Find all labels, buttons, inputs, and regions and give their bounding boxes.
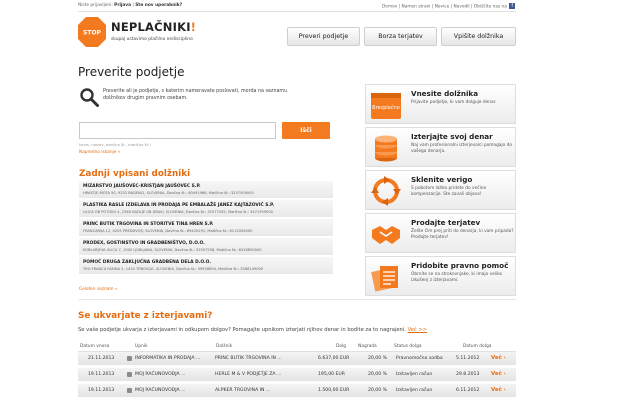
check-intro-text: Preverite ali je podjetje, s katerim nameravate poslovati, morda na seznamu dolžnikov drugim pravnim osebam.	[103, 89, 288, 101]
row-date: 19.11.2013	[88, 388, 115, 393]
debtor-row[interactable]	[79, 181, 333, 199]
debtor-row[interactable]	[79, 257, 333, 275]
row-debt-date: 29.8.2013	[456, 372, 480, 377]
debtor-name: PLASTIKA RASLE IZDELAVA IN PRODAJA PE EMBALAŽE JANEZ KAJTAZOVIČ S.P.	[83, 203, 275, 208]
claims-section-title: Se ukvarjate z izterjavami?	[78, 311, 213, 321]
col-header-debt-date[interactable]: Datum dolga	[463, 344, 492, 349]
row-reward: 20,00 %	[368, 388, 387, 393]
top-links: Domov | Namen strani | Novice | Navodil | Obiščite nas na f	[382, 3, 515, 10]
col-header-reward[interactable]: Nagrada	[358, 344, 377, 349]
row-more-button[interactable]: Več ›	[491, 387, 506, 393]
table-row[interactable]	[78, 384, 516, 397]
site-subtitle: skupaj ustavimo plačilno nedisciplino	[111, 37, 193, 42]
login-link[interactable]: Prijava	[114, 3, 131, 8]
row-reward: 20,00 %	[368, 356, 387, 361]
col-header-debt[interactable]: Dolg	[336, 344, 347, 349]
login-status: Niste prijavljeni: Prijava | Ste nov uporabnik?	[78, 3, 183, 8]
col-header-creditor[interactable]: Upnik	[135, 344, 148, 349]
home-link[interactable]: Domov	[382, 4, 398, 10]
col-header-status[interactable]: Status dolga	[394, 344, 422, 349]
panel-title: Pridobite pravno pomoč	[411, 261, 509, 270]
row-debt: 195,00 EUR	[318, 372, 345, 377]
row-status: Izstavljen račun	[396, 388, 433, 393]
row-status: Pravnomočna sodba	[396, 356, 443, 361]
cycle-arrows-icon	[370, 175, 402, 207]
row-debtor: ALPKER TRGOVINA IN ...	[215, 388, 271, 393]
documents-icon	[370, 261, 402, 293]
panel-desc: Obrnite se na strokovnjake, ki imajo veliko izkušenj z izterjavami.	[411, 272, 503, 283]
debtor-name: POMOČ DRUGA ZAKLJUČNA GRADBENA DELA D.O.O.	[83, 260, 211, 265]
panel-sell-claim[interactable]	[365, 213, 516, 253]
section-divider	[78, 299, 516, 300]
row-creditor: INFORMATIKA IN PRODAJA ...	[135, 356, 201, 361]
debtor-address: TRG FRANCA FAKINA 5, 1420 TRBOVLJE, SLOVENIA, Davčna št.: 99928894, Matična št.: 3368149000	[83, 267, 264, 271]
row-debtor: PRINC BUTIK TRGOVINA IN ...	[215, 356, 282, 361]
nav-check-company-button[interactable]: Preveri podjetje	[287, 27, 360, 46]
panel-title: Izterjajte svoj denar	[411, 132, 493, 141]
debtor-address: HRASTJE-MOTA 50, 9252 RADENCI, SLOVENIA, Davčna št.: 60491986, Matična št.: 3257509000	[83, 191, 254, 195]
row-debtor: HERLE M & V PODJETJE ZA ...	[215, 372, 282, 377]
row-status: Izstavljen račun	[396, 372, 433, 377]
row-more-button[interactable]: Več ›	[491, 371, 506, 377]
panel-legal-help[interactable]	[365, 256, 516, 296]
advanced-search-link[interactable]: Napredno iskanje »	[79, 150, 121, 155]
top-bar	[0, 0, 631, 11]
panel-desc: Želite čim prej priti do denarja, ki vam pripada? Prodajte terjatev!	[411, 229, 514, 240]
row-debt: 1.500,00 EUR	[318, 388, 350, 393]
debtor-row[interactable]	[79, 200, 333, 218]
creditor-icon	[127, 372, 132, 377]
magnifier-icon	[79, 87, 99, 107]
table-row[interactable]	[78, 352, 516, 365]
stop-logo-icon[interactable]	[78, 17, 106, 47]
row-more-button[interactable]: Več ›	[491, 355, 506, 361]
claims-section-text: Se vaše podjetje ukvarja z izterjavami in odkupom dolgov? Pomagajte upnikom izterjati njihov denar in bodite za to nagrajeni. Več >>	[78, 327, 428, 333]
site-title: NEPLAČNIKI!	[111, 20, 197, 34]
row-date: 19.11.2013	[88, 372, 115, 377]
news-link[interactable]: Novice	[434, 4, 450, 10]
facebook-text: Obiščite nas na	[473, 4, 507, 10]
about-link[interactable]: Namen strani	[401, 4, 431, 10]
creditor-icon	[127, 388, 132, 393]
debtor-name: PRODEX, GOSTINSTVO IN GRADBENIŠTVO, D.O.O.	[83, 241, 205, 246]
panel-desc: Prijavite podjetje, ki vam dolguje denar.	[411, 100, 497, 105]
debtor-name: PRINC BUTIK TRGOVINA IN STORITVE TINA HREN S.P.	[83, 222, 214, 227]
register-link[interactable]: Ste nov uporabnik?	[135, 3, 183, 8]
debtor-row[interactable]	[79, 219, 333, 237]
debtor-address: FRANCARIJA 12, 4205 PREDDVOR, SLOVENIA, Davčna št.: 89420291, Matična št.: 6112005000	[83, 229, 253, 233]
search-button[interactable]: Išči	[282, 122, 330, 139]
panel-title: Vnesite dolžnika	[411, 89, 479, 98]
col-header-debtor[interactable]: Dolžnik	[216, 344, 233, 349]
handshake-icon	[370, 218, 402, 250]
debtor-row[interactable]	[79, 238, 333, 256]
panel-desc: Naj vam profesionalni izterjevalci pomagajo do vašega denarja.	[411, 143, 512, 154]
creditor-icon	[127, 356, 132, 361]
row-date: 21.11.2013	[88, 356, 115, 361]
row-reward: 20,00 %	[368, 372, 387, 377]
panel-desc: S pobotom lahko pridete do večine kompenzacije. Ste zavali objavo!	[411, 186, 487, 197]
col-header-date[interactable]: Datum vnosa	[80, 344, 110, 349]
row-creditor: MOJ RAČUNOVODJA ...	[135, 372, 186, 377]
recent-debtors-title: Zadnji vpisani dolžniki	[79, 169, 191, 179]
facebook-icon[interactable]: f	[509, 3, 515, 9]
table-row[interactable]	[78, 368, 516, 381]
guide-link[interactable]: Navodil	[453, 4, 470, 10]
search-hint: Iznos, naslov, davčna št., matična št.)	[79, 142, 151, 147]
company-search-input[interactable]	[79, 122, 276, 139]
nav-claims-exchange-button[interactable]: Borza terjatev	[364, 27, 437, 46]
debtor-address: ULICA OB POTOKU 4, 2360 RADLJE OB DRAVI, SLOVENIA, Davčna št.: 32577545, Matična št.: 3471959000	[83, 210, 273, 214]
row-debt: 6.637,00 EUR	[318, 356, 350, 361]
free-tag-icon	[370, 89, 402, 121]
stop-logo-text: STOP	[83, 29, 101, 37]
claims-more-link[interactable]: Več >>	[407, 327, 428, 333]
panel-enter-debtor[interactable]	[365, 84, 516, 124]
panel-title: Sklenite verigo	[411, 175, 473, 184]
row-debt-date: 5.11.2012	[456, 356, 480, 361]
nav-enter-debtor-button[interactable]: Vpišite dolžnika	[441, 27, 516, 46]
full-list-link[interactable]: Celoten seznam »	[79, 287, 118, 292]
debtor-address: KOBLARJEVA ULICA 7, 1000 LJUBLJANA, SLOVENIA, Davčna št.: 52597558, Matična št.: 6316850000	[83, 248, 262, 252]
coins-icon	[370, 132, 402, 164]
free-tag-text: Brezplačno	[372, 105, 400, 111]
debtor-name: MIZARSTVO JAUŠOVEC-KRISTJAN JAUŠOVEC S.P.	[83, 184, 201, 189]
row-debt-date: 6.11.2012	[456, 388, 480, 393]
panel-chain[interactable]	[365, 170, 516, 210]
top-divider	[78, 11, 516, 12]
row-creditor: MOJ RAČUNOVODJA ...	[135, 388, 186, 393]
panel-collect-money[interactable]	[365, 127, 516, 167]
panel-title: Prodajte terjatev	[411, 218, 481, 227]
page-title: Preverite podjetje	[78, 65, 185, 79]
